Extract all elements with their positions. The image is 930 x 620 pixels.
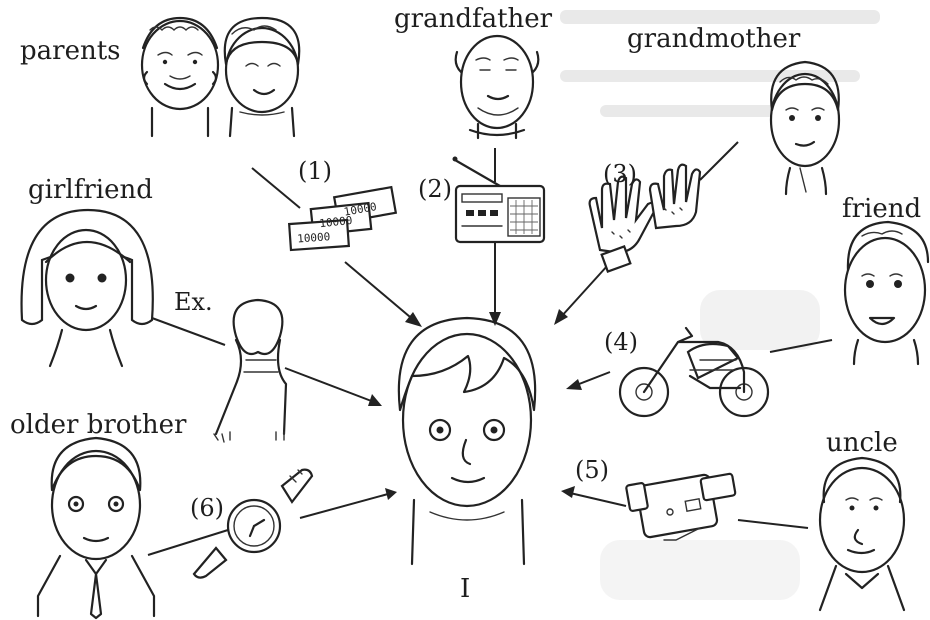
gift-number-1: (1) [298, 157, 332, 185]
label-older-brother: older brother [10, 410, 187, 440]
arrow-uncle-to-camera [738, 520, 808, 528]
uncle-drawing [820, 458, 904, 610]
arrowhead-ex [368, 394, 382, 406]
gift-number-2: (2) [418, 175, 452, 203]
label-uncle: uncle [826, 428, 898, 458]
boy-me-drawing [399, 318, 535, 564]
arrowhead-6 [385, 488, 397, 500]
bill-amount-text: 10000 [296, 230, 331, 246]
girlfriend-drawing [22, 210, 153, 366]
arrow-girlfriend-to-scarf [152, 318, 225, 345]
bill-amount-text: 10000 [342, 200, 378, 219]
label-parents: parents [20, 36, 121, 66]
parents-couple-drawing [142, 18, 299, 136]
arrowhead-5 [561, 486, 575, 498]
wristwatch-icon [194, 470, 312, 578]
label-friend: friend [842, 194, 922, 224]
grandfather-drawing [456, 36, 539, 138]
arrow-money-to-me [345, 262, 416, 322]
arrow-watch-to-me [300, 494, 388, 518]
gift-number-6: (6) [190, 494, 224, 522]
radio-icon [453, 157, 545, 243]
arrow-scarf-to-me [285, 368, 374, 402]
friend-drawing [845, 222, 928, 364]
gift-number-ex: Ex. [174, 288, 213, 316]
older-brother-drawing [38, 438, 154, 618]
arrow-parents-to-money [252, 168, 300, 208]
gift-number-5: (5) [575, 456, 609, 484]
label-me: I [460, 574, 471, 604]
label-grandfather: grandfather [394, 4, 553, 34]
gift-number-3: (3) [603, 160, 637, 188]
arrow-grandmother-to-gloves [700, 142, 738, 180]
video-camera-icon [626, 473, 736, 540]
arrow-camera-to-me [570, 493, 626, 506]
arrow-gloves-to-me [560, 265, 608, 318]
label-girlfriend: girlfriend [28, 175, 153, 205]
bill-amount-text: 10000 [318, 213, 354, 231]
label-grandmother: grandmother [627, 24, 801, 54]
gift-number-4: (4) [604, 328, 638, 356]
arrowhead-4 [566, 379, 582, 390]
scarf-icon [214, 300, 286, 442]
